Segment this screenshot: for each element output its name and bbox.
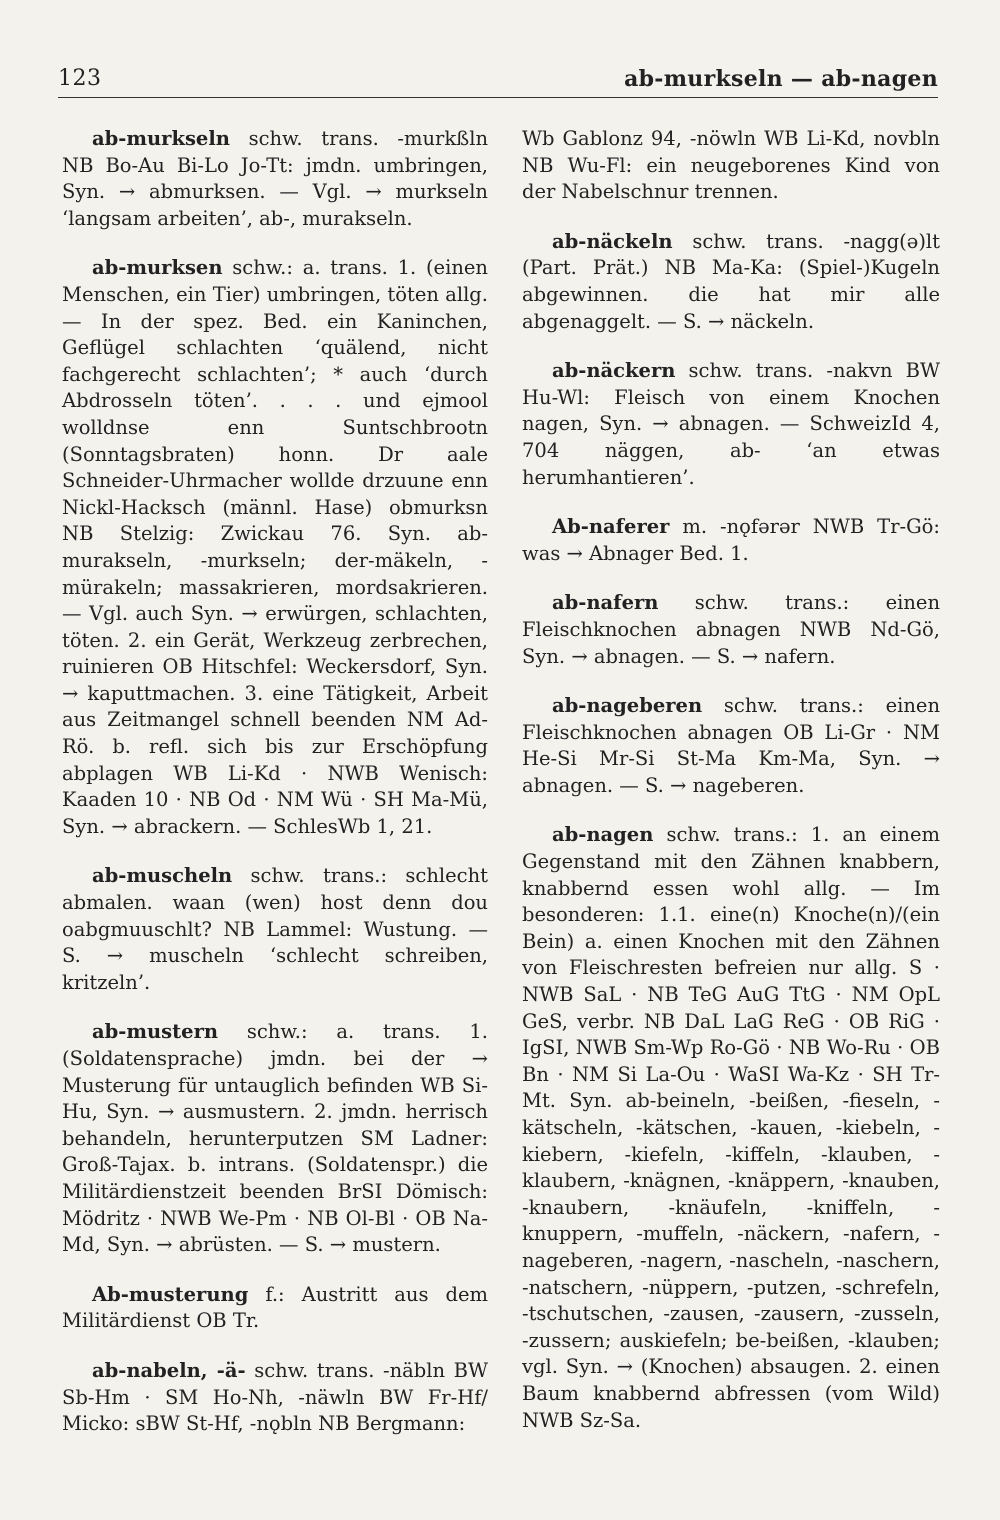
entry-body: schw. trans.: einen Fleischknochen abnagen NWB Nd-Gö, Syn. → abnagen. — S. → nafern. bbox=[522, 591, 941, 668]
entry-lemma: Ab-musterung bbox=[92, 1282, 249, 1306]
entry-body: schw. trans. -murkßln NB Bo-Au Bi-Lo Jo-Tt: jmdn. umbringen, Syn. → abmurksen. — Vgl. → murkseln ‘langsam arbeiten’, ab-, murakseln. bbox=[62, 127, 489, 230]
dictionary-entry bbox=[62, 1358, 488, 1438]
entry-lemma: ab-näckern bbox=[552, 359, 676, 383]
entry-lemma: ab-murksen bbox=[92, 256, 223, 280]
entry-body: schw. trans.: 1. an einem Gegenstand mit den Zähnen knabbern, knabbernd essen wohl allg. — Im besonderen: 1.1. eine(n) Knoche(n)/(ein Bein) a. einen Knochen mit den Zähnen von Fleischresten befreien nur allg. S · NWB SaL · NB TeG AuG TtG · NM OpL GeS, verbr. NB DaL LaG ReG · OB RiG · IgSI, NWB Sm-Wp Ro-Gö · NB Wo-Ru · OB Bn · NM Si La-Ou · WaSI Wa-Kz · SH Tr-Mt. Syn. ab-beineln, -beißen, -fieseln, -kätscheln, -kätschen, -kauen, -kiebeln, -kiebern, -kiefeln, -kiffeln, -klauben, -klaubern, -knägnen, -knäppern, -knauben, -knaubern, -knäufeln, -kniffeln, -knuppern, -muffeln, -näckern, -nafern, -nageberen, -nagern, -nascheln, -naschern, -natschern, -nüppern, -putzen, -schrefeln, -tschutschen, -zausen, -zausern, -zusseln, -zussern; auskiefeln; be-beißen, -klauben; vgl. Syn. → (Knochen) absaugen. 2. einen Baum knabbernd abfressen (vom Wild) NWB Sz-Sa. bbox=[522, 823, 940, 1432]
entry-lemma: ab-muscheln bbox=[92, 864, 233, 888]
dictionary-entry bbox=[522, 590, 940, 670]
running-head: ab-murkseln — ab-nagen bbox=[624, 66, 938, 92]
entry-body: schw. trans.: schlecht abmalen. waan (wen) host denn dou oabgmuuschlt? NB Lammel: Wustung. — S. → muscheln ‘schlecht schreiben, kritzeln’. bbox=[62, 864, 488, 994]
entry-body: schw.: a. trans. 1. (Soldatensprache) jmdn. bei der → Musterung für untauglich befinden WB Si-Hu, Syn. → ausmustern. 2. jmdn. herrisch behandeln, herunterputzen SM Ladner: Groß-Tajax. b. intrans. (Soldatenspr.) die Militärdienstzeit beenden BrSI Dömisch: Mödritz · NWB We-Pm · NB Ol-Bl · OB Na-Md, Syn. → abrüsten. — S. → mustern. bbox=[62, 1020, 488, 1257]
entry-lemma: Ab-naferer bbox=[552, 515, 670, 539]
dictionary-entry bbox=[62, 1282, 488, 1335]
entry-lemma: ab-murkseln bbox=[92, 127, 230, 150]
entry-body: Wb Gablonz 94, -nöwln WB Li-Kd, novbln NB Wu-Fl: ein neugeborenes Kind von der Nabelschnur trennen. bbox=[522, 127, 940, 204]
dictionary-entry bbox=[522, 514, 940, 567]
dictionary-entry bbox=[522, 358, 940, 491]
dictionary-entry-continuation bbox=[522, 126, 940, 206]
dictionary-entry bbox=[62, 1019, 488, 1258]
entry-lemma: ab-nagen bbox=[552, 823, 654, 847]
entry-body: schw. trans. -nakvn BW Hu-Wl: Fleisch von einem Knochen nagen, Syn. → abnagen. — SchweizId 4, 704 näggen, ab- ‘an etwas herumhantieren’. bbox=[522, 359, 940, 489]
dictionary-entry bbox=[62, 255, 488, 840]
dictionary-entry bbox=[62, 126, 488, 232]
header-rule bbox=[58, 97, 938, 98]
entry-body: schw. trans. -näbln BW Sb-Hm · SM Ho-Nh, -näwln BW Fr-Hf/ Micko: sBW St-Hf, -nǫbln NB Bergmann: bbox=[62, 1358, 488, 1436]
entry-body: m. -nǫfərər NWB Tr-Gö: was → Abnager Bed. 1. bbox=[522, 515, 940, 565]
entry-body: schw.: a. trans. 1. (einen Menschen, ein Tier) umbringen, töten allg. — In der spez. Bed. ein Kaninchen, Geflügel schlachten ‘quälend, nicht fachgerecht schlachten’; * auch ‘durch Abdrosseln töten’. . . . und ejmool wolldnse enn Suntschbrootn (Sonntagsbraten) honn. Dr aale Schneider-Uhrmacher wollde drzuune enn Nickl-Hacksch (männl. Hase) obmurksn NB Stelzig: Zwickau 76. Syn. ab-murakseln, -murkseln; der-mäkeln, -mürakeln; massakrieren, mordsakrieren. — Vgl. auch Syn. → erwürgen, schlachten, töten. 2. ein Gerät, Werkzeug zerbrechen, ruinieren OB Hitschfel: Weckersdorf, Syn. → kaputtmachen. 3. eine Tätigkeit, Arbeit aus Zeitmangel schnell beenden NM Ad-Rö. b. refl. sich bis zur Erschöpfung abplagen WB Li-Kd · NWB Wenisch: Kaaden 10 · NB Od · NM Wü · SH Ma-Mü, Syn. → abrackern. — SchlesWb 1, 21. bbox=[62, 256, 488, 838]
entry-lemma: ab-nageberen bbox=[552, 694, 703, 718]
entry-lemma: ab-näckeln bbox=[552, 229, 673, 253]
dictionary-entry bbox=[522, 229, 940, 335]
dictionary-entry bbox=[522, 693, 940, 799]
entry-body: schw. trans.: einen Fleischknochen abnagen OB Li-Gr · NM He-Si Mr-Si St-Ma Km-Ma, Syn. → abnagen. — S. → nageberen. bbox=[522, 694, 941, 797]
entry-body: schw. trans. -nagg(ə)lt (Part. Prät.) NB Ma-Ka: (Spiel-)Kugeln abgewinnen. die hat mir alle abgenaggelt. — S. → näckeln. bbox=[522, 229, 941, 333]
left-column bbox=[62, 126, 488, 1461]
right-column bbox=[522, 126, 940, 1457]
entry-lemma: ab-nafern bbox=[552, 591, 659, 615]
entry-lemma: ab-nabeln, -ä- bbox=[92, 1358, 246, 1382]
dictionary-entry bbox=[62, 863, 488, 996]
entry-lemma: ab-mustern bbox=[92, 1020, 219, 1044]
page-number: 123 bbox=[58, 66, 102, 91]
entry-body: f.: Austritt aus dem Militärdienst OB Tr. bbox=[62, 1282, 489, 1333]
dictionary-entry bbox=[522, 822, 940, 1434]
